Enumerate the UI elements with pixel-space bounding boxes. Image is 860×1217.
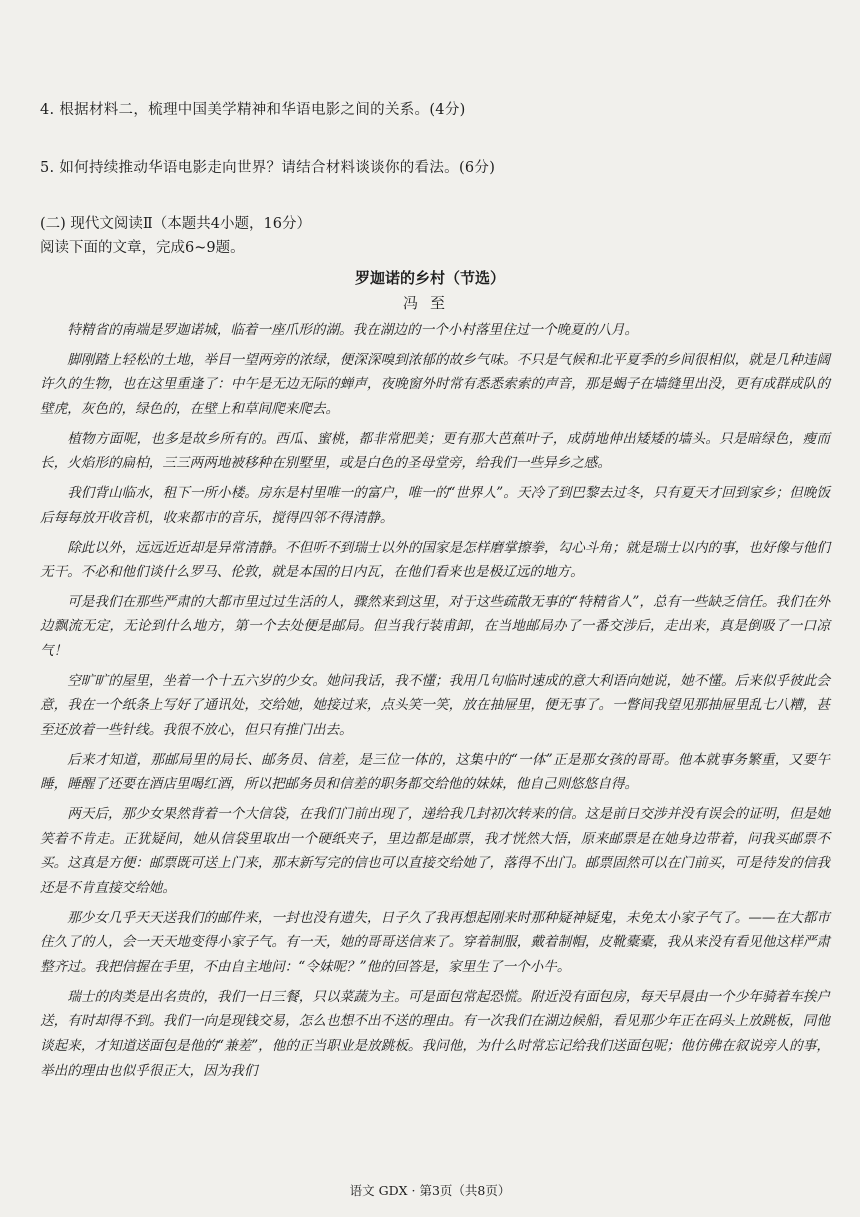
paragraph-10: 那少女几乎天天送我们的邮件来，一封也没有遗失，日子久了我再想起刚来时那种疑神疑鬼，未免太小家子气了。——在大都市住久了的人，会一天天地变得小家子气。有一天，她的哥哥送信来了。穿着制服，戴着制帽，皮靴橐橐，我从来没有看见他这样严肃整齐过。我把信握在手里，不由自主地问：“令妹呢？”他的回答是，家里生了一个小牛。: [40, 909, 830, 975]
paragraph-9: 两天后，那少女果然背着一个大信袋，在我们门前出现了，递给我几封初次转来的信。这是前日交涉并没有误会的证明，但是她笑着不肯走。正犹疑间，她从信袋里取出一个硬纸夹子，里边都是邮票，我才恍然大悟，原来邮票是在她身边带着，问我买邮票不买。这真是方便：邮票既可送上门来，那末新写完的信也可以直接交给她了，落得不出门。邮票固然可以在门前买，可是待发的信我还是不肯直接交给她。: [40, 806, 830, 896]
section-heading: (二) 现代文阅读Ⅱ（本题共4小题，16分）: [40, 216, 311, 232]
paragraph-1: 特精省的南端是罗迦诺城，临着一座爪形的湖。我在湖边的一个小村落里住过一个晚夏的八月。: [67, 322, 639, 338]
page-footer: 语文 GDX · 第3页（共8页）: [349, 1183, 511, 1198]
article-title: 罗迦诺的乡村（节选）: [354, 269, 505, 287]
question-4: 4. 根据材料二，梳理中国美学精神和华语电影之间的关系。(4分): [40, 102, 466, 118]
paragraph-3: 植物方面呢，也多是故乡所有的。西瓜、蜜桃，都非常肥美；更有那大芭蕉叶子，成荫地伸出矮矮的墙头。只是暗绿色，瘦而长，火焰形的扁柏，三三两两地被移种在别墅里，或是白色的圣母堂旁，给我们一些异乡之感。: [40, 430, 830, 472]
paragraph-6: 可是我们在那些严肃的大都市里过过生活的人，骤然来到这里，对于这些疏散无事的“特精省人”，总有一些缺乏信任。我们在外边飘流无定，无论到什么地方，第一个去处便是邮局。但当我行装甫卸，在当地邮局办了一番交涉后，走出来，真是倒吸了一口凉气！: [40, 593, 830, 660]
paragraph-4: 我们背山临水，租下一所小楼。房东是村里唯一的富户，唯一的“世界人”。天冷了到巴黎去过冬，只有夏天才回到家乡；但晚饭后每每放开收音机，收来都市的音乐，搅得四邻不得清静。: [40, 485, 830, 526]
paragraph-2: 脚刚踏上轻松的土地，举目一望两旁的浓绿，便深深嗅到浓郁的故乡气味。不只是气候和北平夏季的乡间很相似，就是几种违阔许久的生物，也在这里重逢了：中午是无边无际的蝉声，夜晚窗外时常有悉悉索索的声音，那是蝎子在墙缝里出没，更有成群成队的壁虎，灰色的，绿色的，在壁上和草间爬来爬去。: [40, 351, 830, 417]
paragraph-8: 后来才知道，那邮局里的局长、邮务员、信差，是三位一体的，这集中的“一体”正是那女孩的哥哥。他本就事务繁重，又要午睡，睡醒了还要在酒店里喝红酒，所以把邮务员和信差的职务都交给他的妹妹，他自己则悠悠自得。: [40, 751, 830, 793]
paragraph-11: 瑞士的肉类是出名贵的，我们一日三餐，只以菜蔬为主。可是面包常起恐慌。附近没有面包房，每天早晨由一个少年骑着车挨户送，有时却得不到。我们一向是现钱交易，怎么也想不出不送的理由。有一次我们在湖边候船，看见那少年正在码头上放跳板，同他谈起来，才知道送面包是他的“兼差”，他的正当职业是放跳板。我问他，为什么时常忘记给我们送面包呢；他仿佛在叙说旁人的事，举出的理由也似乎很正大，因为我们: [40, 988, 830, 1079]
article-author: 冯至: [402, 294, 457, 312]
question-5: 5. 如何持续推动华语电影走向世界？请结合材料谈谈你的看法。(6分): [40, 160, 496, 176]
section-instruction: 阅读下面的文章，完成6~9题。: [40, 240, 245, 256]
article-body: [40, 318, 830, 1088]
paragraph-5: 除此以外，远远近近却是异常清静。不但听不到瑞士以外的国家是怎样磨掌擦拳，勾心斗角；就是瑞士以内的事，也好像与他们无干。不必和他们谈什么罗马、伦敦，就是本国的日内瓦，在他们看来也是极辽远的地方。: [40, 539, 830, 581]
paragraph-7: 空旷旷的屋里，坐着一个十五六岁的少女。她问我话，我不懂；我用几句临时速成的意大利语向她说，她不懂。后来似乎彼此会意，我在一个纸条上写好了通讯处，交给她，她接过来，点头笑一笑，放在抽屉里，便无事了。一瞥间我望见那抽屉里乱七八糟，甚至还放着一些针线。我很不放心，但只有推门出去。: [40, 672, 830, 739]
